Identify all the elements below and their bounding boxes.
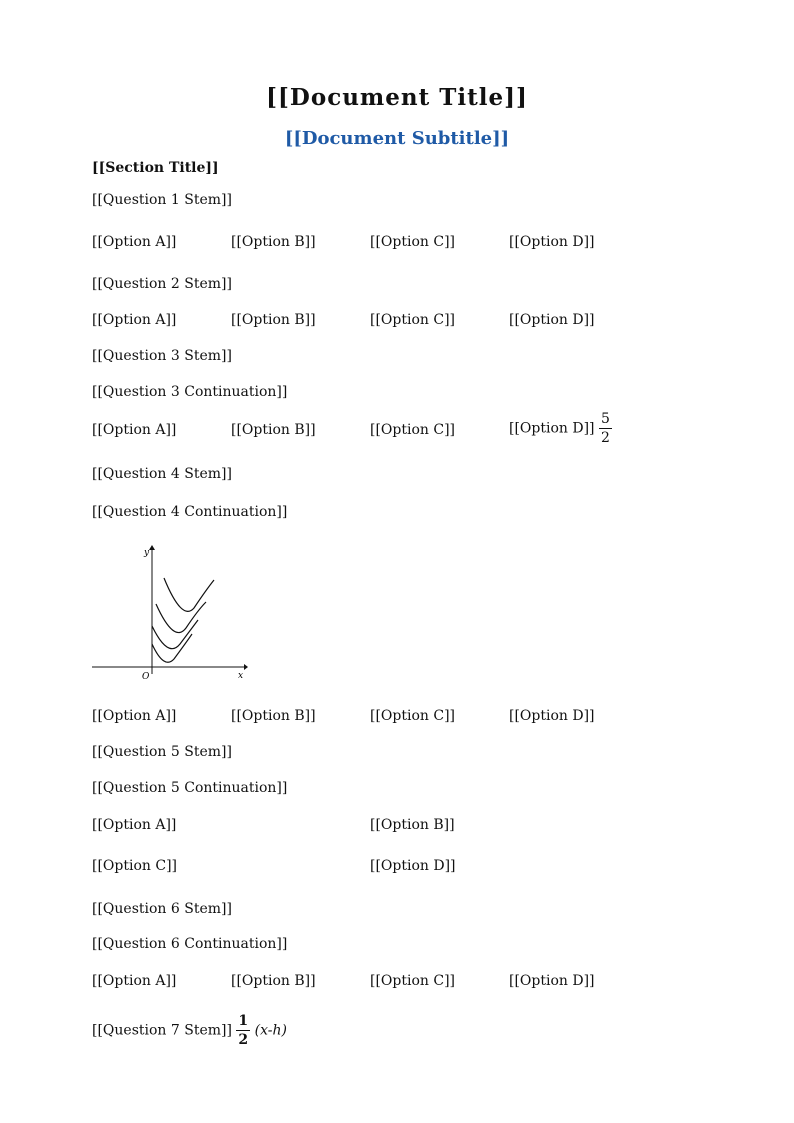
document-subtitle: [[Document Subtitle]] [284,128,510,149]
q4-option-a: [[Option A]] [92,708,177,724]
origin-label: O [142,672,150,679]
q3-option-c: [[Option C]] [370,422,455,438]
q2-option-c: [[Option C]] [370,312,455,328]
document-title: [[Document Title]] [266,84,528,111]
question-1-stem: [[Question 1 Stem]] [92,192,232,208]
q5-option-c: [[Option C]] [92,858,177,874]
q6-option-b: [[Option B]] [231,973,316,989]
parabola-c3 [156,602,206,633]
question-6-stem: [[Question 6 Stem]] [92,901,232,917]
x-axis-arrow-icon [244,664,248,670]
q1-option-b: [[Option B]] [231,234,316,250]
question-4-continuation: [[Question 4 Continuation]] [92,504,288,520]
q6-option-d: [[Option D]] [509,973,595,989]
q5-option-b: [[Option B]] [370,817,455,833]
q3-option-d [509,412,612,445]
q4-option-c: [[Option C]] [370,708,455,724]
q2-option-d: [[Option D]] [509,312,595,328]
y-axis-arrow-icon [149,545,155,550]
question-6-continuation: [[Question 6 Continuation]] [92,936,288,952]
section-heading: [[Section Title]] [92,160,219,176]
question-3-continuation: [[Question 3 Continuation]] [92,384,288,400]
q5-option-a: [[Option A]] [92,817,177,833]
q4-option-b: [[Option B]] [231,708,316,724]
question-7-text: [[Question 7 Stem]] [92,1022,232,1039]
question-3-stem: [[Question 3 Stem]] [92,348,232,364]
q6-option-c: [[Option C]] [370,973,455,989]
q3-option-a: [[Option A]] [92,422,177,438]
parabola-figure [88,544,248,679]
parabola-c4 [164,578,214,611]
question-5-stem: [[Question 5 Stem]] [92,744,232,760]
x-axis-label: x [238,671,244,679]
q6-option-a: [[Option A]] [92,973,177,989]
q5-option-d: [[Option D]] [370,858,456,874]
question-2-stem: [[Question 2 Stem]] [92,276,232,292]
question-4-stem: [[Question 4 Stem]] [92,466,232,482]
q3-option-d-label: [[Option D]] [509,420,595,437]
q3-option-b: [[Option B]] [231,422,316,438]
q7-fraction: $\frac{1}{2}$ [238,1013,249,1048]
q1-option-c: [[Option C]] [370,234,455,250]
q3-option-d-fraction: $\frac{5}{2}$ [600,411,610,446]
q4-option-d: [[Option D]] [509,708,595,724]
q2-option-a: [[Option A]] [92,312,177,328]
q1-option-a: [[Option A]] [92,234,177,250]
question-7-stem [92,1014,287,1047]
y-axis-label: y [144,548,150,558]
q1-option-d: [[Option D]] [509,234,595,250]
question-5-continuation: [[Question 5 Continuation]] [92,780,288,796]
q7-tail: (x-h) [254,1022,287,1039]
q2-option-b: [[Option B]] [231,312,316,328]
